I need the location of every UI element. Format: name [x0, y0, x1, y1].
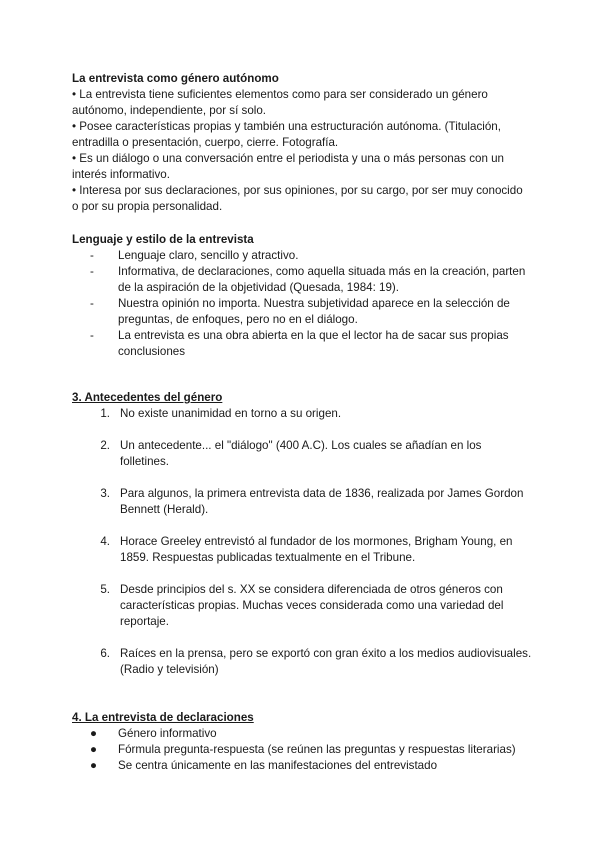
section-genre-antecedents — [72, 390, 532, 678]
numbered-item — [72, 438, 532, 470]
list-item-text: Informativa, de declaraciones, como aquella situada más en la creación, parten de la aspiración de la objetividad (Quesada, 1984: 19). — [118, 265, 526, 294]
numbered-item — [72, 646, 532, 678]
bullet-paragraph: • La entrevista tiene suficientes elementos como para ser considerado un género autónomo, independiente, por sí solo. — [72, 88, 488, 117]
list-item — [72, 248, 532, 264]
list-item-text: Nuestra opinión no importa. Nuestra subjetividad aparece en la selección de preguntas, de enfoques, pero no en el diálogo. — [118, 297, 510, 326]
section-language-style — [72, 232, 532, 360]
item-number: 5. — [100, 583, 110, 596]
list-item — [72, 264, 532, 296]
dash-marker: - — [90, 265, 94, 278]
list-item-text: Lenguaje claro, sencillo y atractivo. — [118, 249, 299, 262]
numbered-item-text: Desde principios del s. XX se considera diferenciada de otros géneros con características propias. Muchas veces considerada como una variedad del reportaje. — [120, 583, 504, 628]
numbered-item — [72, 582, 532, 630]
numbered-item — [72, 406, 532, 422]
section-title: 3. Antecedentes del género — [72, 391, 223, 404]
section-title: Lenguaje y estilo de la entrevista — [72, 233, 254, 246]
bullet-paragraph: • Interesa por sus declaraciones, por sus opiniones, por su cargo, por ser muy conocido o por su propia personalidad. — [72, 184, 523, 213]
numbered-item-text: No existe unanimidad en torno a su origen. — [120, 407, 342, 420]
item-number: 1. — [100, 407, 110, 420]
list-item-text: Fórmula pregunta-respuesta (se reúnen las preguntas y respuestas literarias) — [118, 743, 516, 756]
numbered-item-text: Raíces en la prensa, pero se exportó con gran éxito a los medios audiovisuales. (Radio y televisión) — [120, 647, 532, 676]
list-item-text: La entrevista es una obra abierta en la que el lector ha de sacar sus propias conclusiones — [118, 329, 509, 358]
dash-marker: - — [90, 297, 94, 310]
item-number: 4. — [100, 535, 110, 548]
bullet-dot-icon: ● — [90, 759, 98, 772]
numbered-item-text: Para algunos, la primera entrevista data de 1836, realizada por James Gordon Bennett (Herald). — [120, 487, 524, 516]
dash-marker: - — [90, 249, 94, 262]
numbered-item-text: Un antecedente... el "diálogo" (400 A.C). Los cuales se añadían en los folletines. — [120, 439, 482, 468]
bullet-paragraph: • Posee características propias y también una estructuración autónoma. (Titulación, entradilla o presentación, cuerpo, cierre. Fotografía. — [72, 120, 501, 149]
dash-marker: - — [90, 329, 94, 342]
bullet-paragraph: • Es un diálogo o una conversación entre el periodista y una o más personas con un interés informativo. — [72, 152, 505, 181]
section-autonomous-genre — [72, 71, 532, 215]
item-number: 6. — [100, 647, 110, 660]
numbered-item-text: Horace Greeley entrevistó al fundador de los mormones, Brigham Young, en 1859. Respuestas publicadas textualmente en el Tribune. — [120, 535, 513, 564]
numbered-item — [72, 486, 532, 518]
list-item — [72, 328, 532, 360]
list-item — [72, 758, 532, 774]
list-item-text: Género informativo — [118, 727, 217, 740]
list-item — [72, 726, 532, 742]
bullet-dot-icon: ● — [90, 743, 98, 756]
list-item-text: Se centra únicamente en las manifestaciones del entrevistado — [118, 759, 438, 772]
section-title: 4. La entrevista de declaraciones — [72, 711, 254, 724]
section-declarations-interview — [72, 710, 532, 774]
item-number: 2. — [100, 439, 110, 452]
list-item — [72, 742, 532, 758]
numbered-item — [72, 534, 532, 566]
bullet-dot-icon: ● — [90, 727, 98, 740]
item-number: 3. — [100, 487, 110, 500]
section-title: La entrevista como género autónomo — [72, 72, 279, 85]
list-item — [72, 296, 532, 328]
